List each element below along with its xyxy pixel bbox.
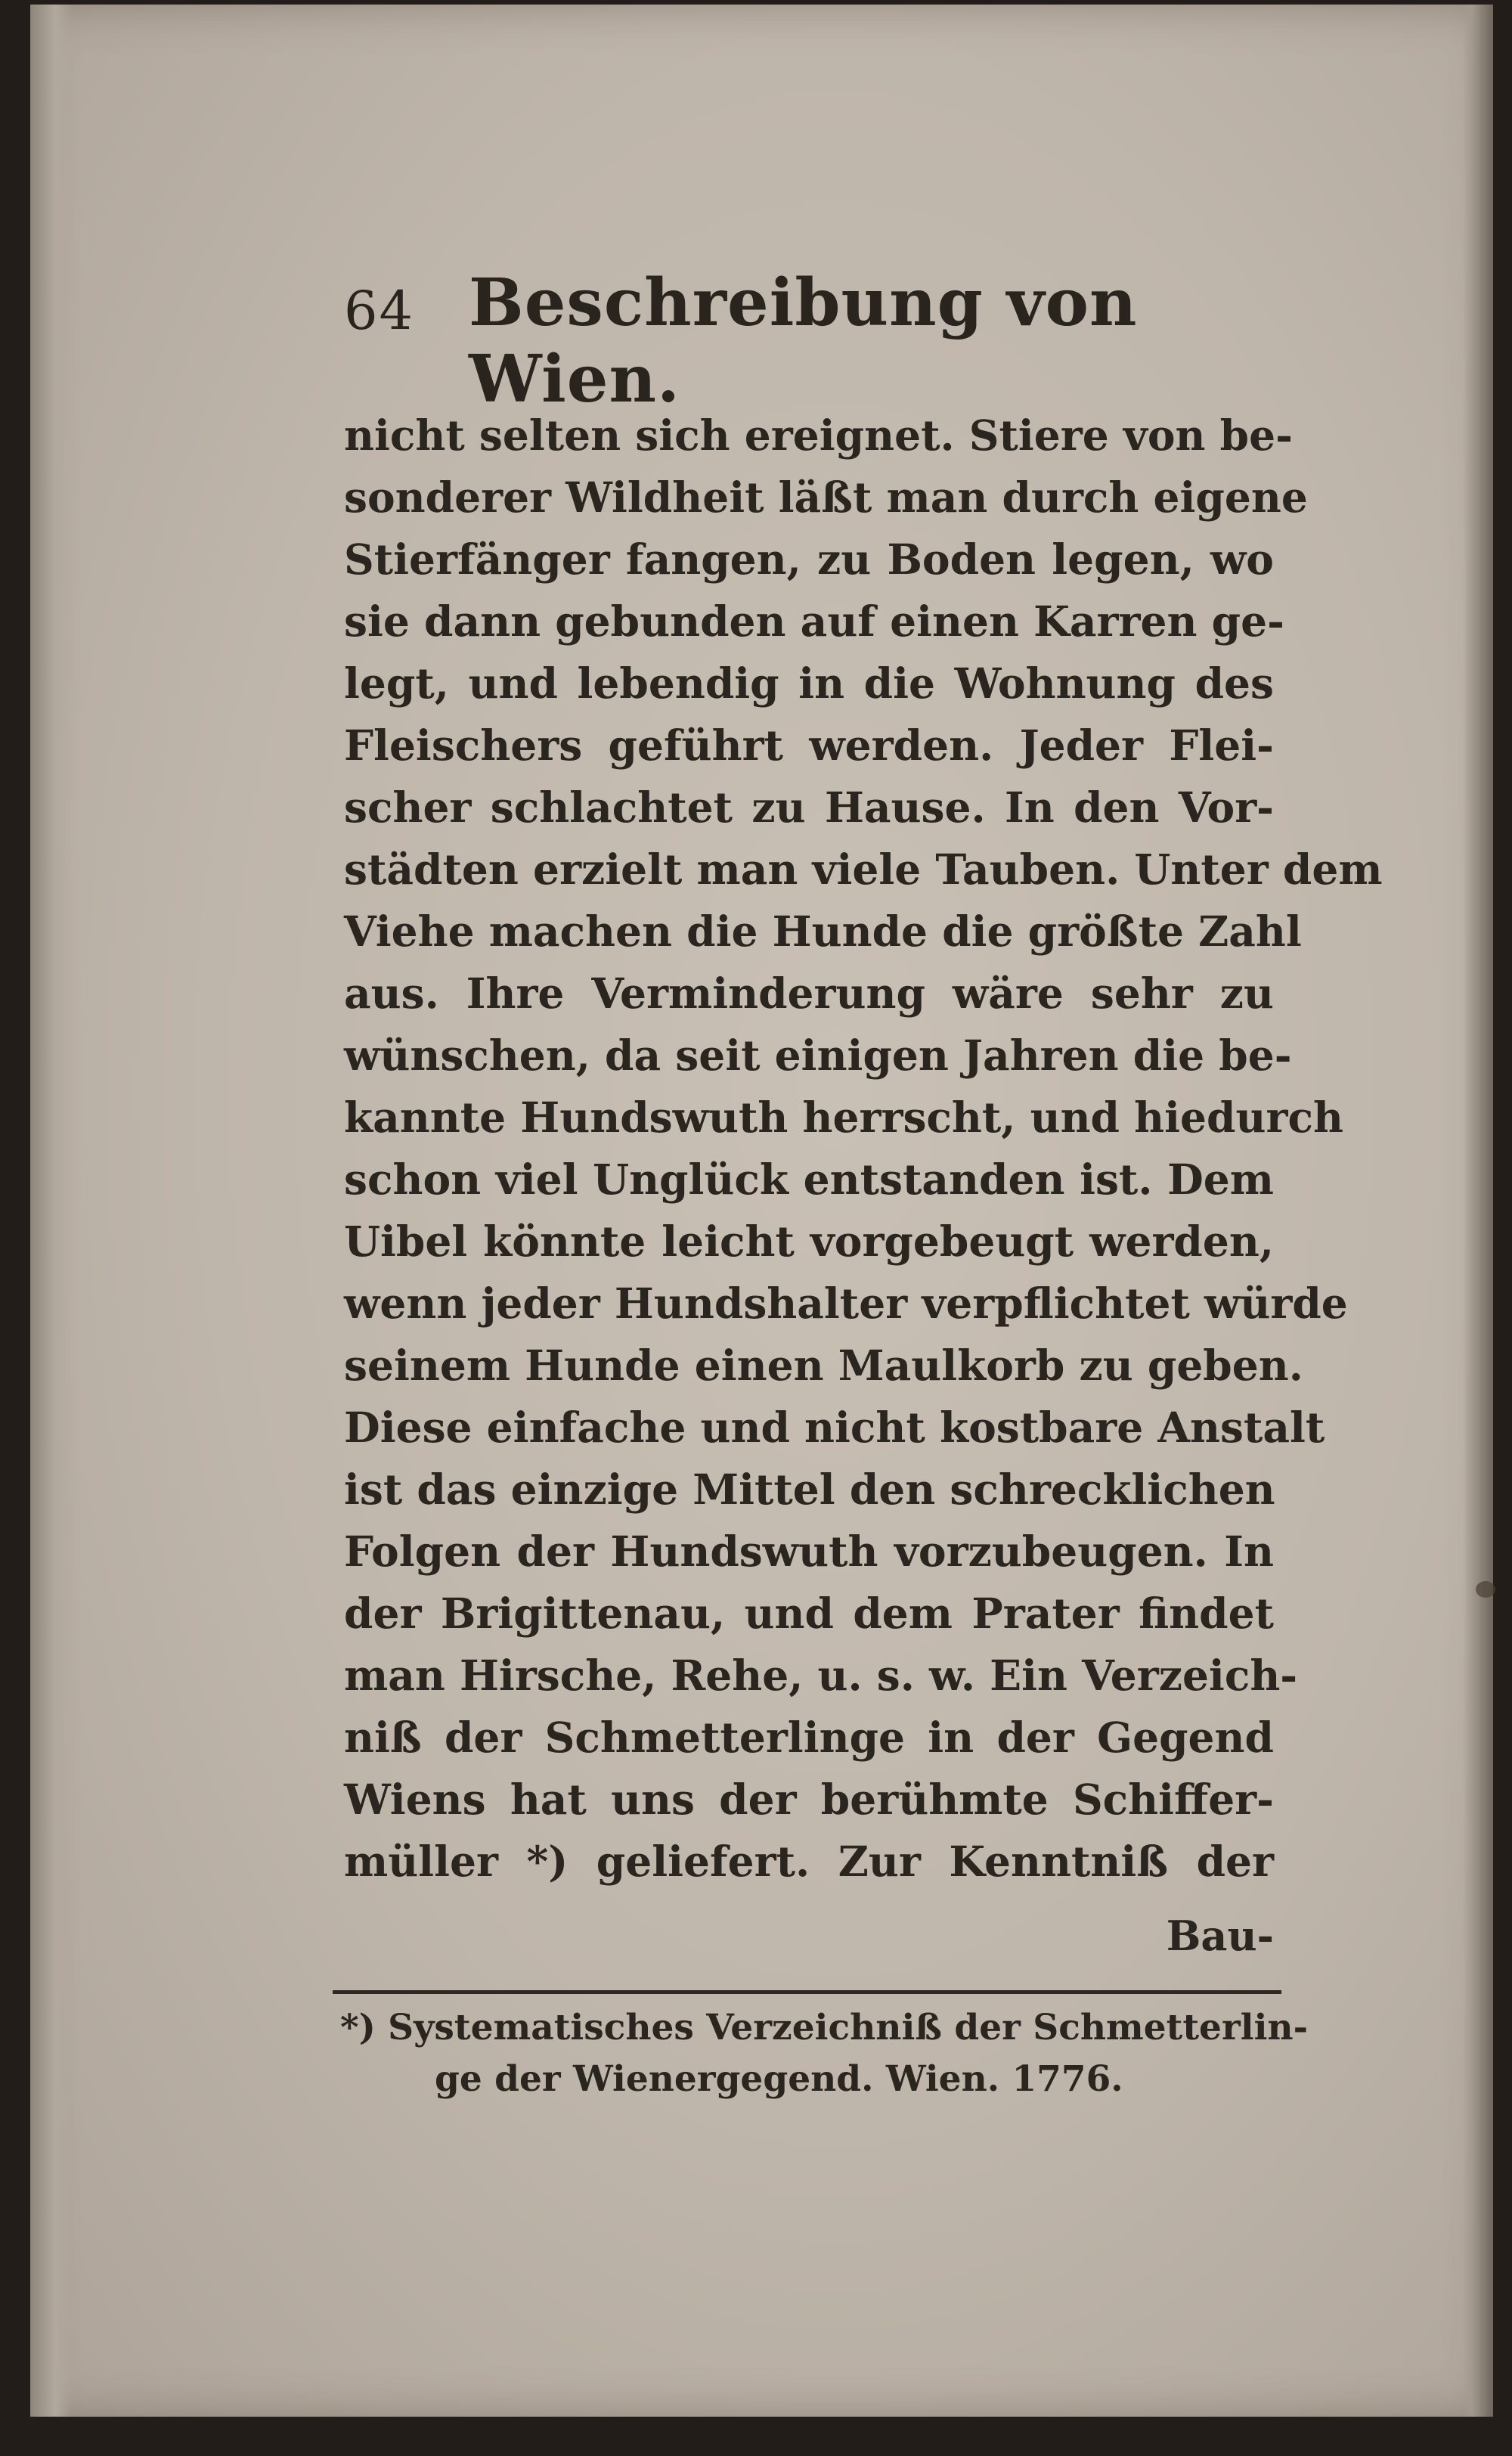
- footnote-line: ge der Wienergegend. Wien. 1776.: [435, 2058, 1123, 2100]
- text-line: sie dann gebunden auf einen Karren ge-: [344, 597, 1284, 646]
- footnote: [340, 2002, 1309, 2105]
- footnote-line: *) Systematisches Verzeichniß der Schmetterlin-: [340, 2007, 1309, 2048]
- catchword: Bau-: [1166, 1912, 1274, 1960]
- ink-spot: [1476, 1581, 1495, 1598]
- text-line: man Hirsche, Rehe, u. s. w. Ein Verzeich-: [344, 1651, 1298, 1700]
- text-line: Stierfänger fangen, zu Boden legen, wo: [344, 535, 1274, 584]
- text-line: Fleischers geführt werden. Jeder Flei-: [344, 721, 1274, 770]
- text-line: scher schlachtet zu Hause. In den Vor-: [344, 783, 1274, 832]
- text-line: wünschen, da seit einigen Jahren die be-: [344, 1031, 1292, 1080]
- text-line: niß der Schmetterlinge in der Gegend: [344, 1713, 1274, 1762]
- text-line: Uibel könnte leicht vorgebeugt werden,: [344, 1217, 1274, 1266]
- running-title: Beschreibung von Wien.: [469, 265, 1138, 417]
- text-line: ist das einzige Mittel den schrecklichen: [344, 1465, 1275, 1514]
- text-line: nicht selten sich ereignet. Stiere von be-: [344, 411, 1293, 460]
- running-head: [344, 265, 1281, 417]
- page-edge-shadow: [1463, 5, 1493, 2417]
- body-text: [344, 405, 1383, 1893]
- text-line: aus. Ihre Verminderung wäre sehr zu: [344, 969, 1274, 1018]
- text-line: seinem Hunde einen Maulkorb zu geben.: [344, 1341, 1303, 1390]
- text-line: Viehe machen die Hunde die größte Zahl: [344, 907, 1302, 956]
- text-line: schon viel Unglück entstanden ist. Dem: [344, 1155, 1274, 1204]
- text-line: der Brigittenau, und dem Prater findet: [344, 1589, 1274, 1638]
- text-line: städten erzielt man viele Tauben. Unter dem: [344, 845, 1383, 894]
- text-line: sonderer Wildheit läßt man durch eigene: [344, 473, 1308, 522]
- text-line: legt, und lebendig in die Wohnung des: [344, 659, 1274, 708]
- text-line: Diese einfache und nicht kostbare Anstalt: [344, 1403, 1325, 1452]
- page-number: 64: [344, 280, 415, 342]
- text-line: Wiens hat uns der berühmte Schiffer-: [344, 1775, 1274, 1824]
- text-line: wenn jeder Hundshalter verpflichtet würde: [344, 1279, 1348, 1328]
- text-line: müller *) geliefert. Zur Kenntniß der: [344, 1837, 1274, 1886]
- text-line: kannte Hundswuth herrscht, und hiedurch: [344, 1093, 1343, 1142]
- footnote-rule: [333, 1990, 1281, 1994]
- text-line: Folgen der Hundswuth vorzubeugen. In: [344, 1527, 1274, 1576]
- page-gutter-shadow: [30, 5, 72, 2417]
